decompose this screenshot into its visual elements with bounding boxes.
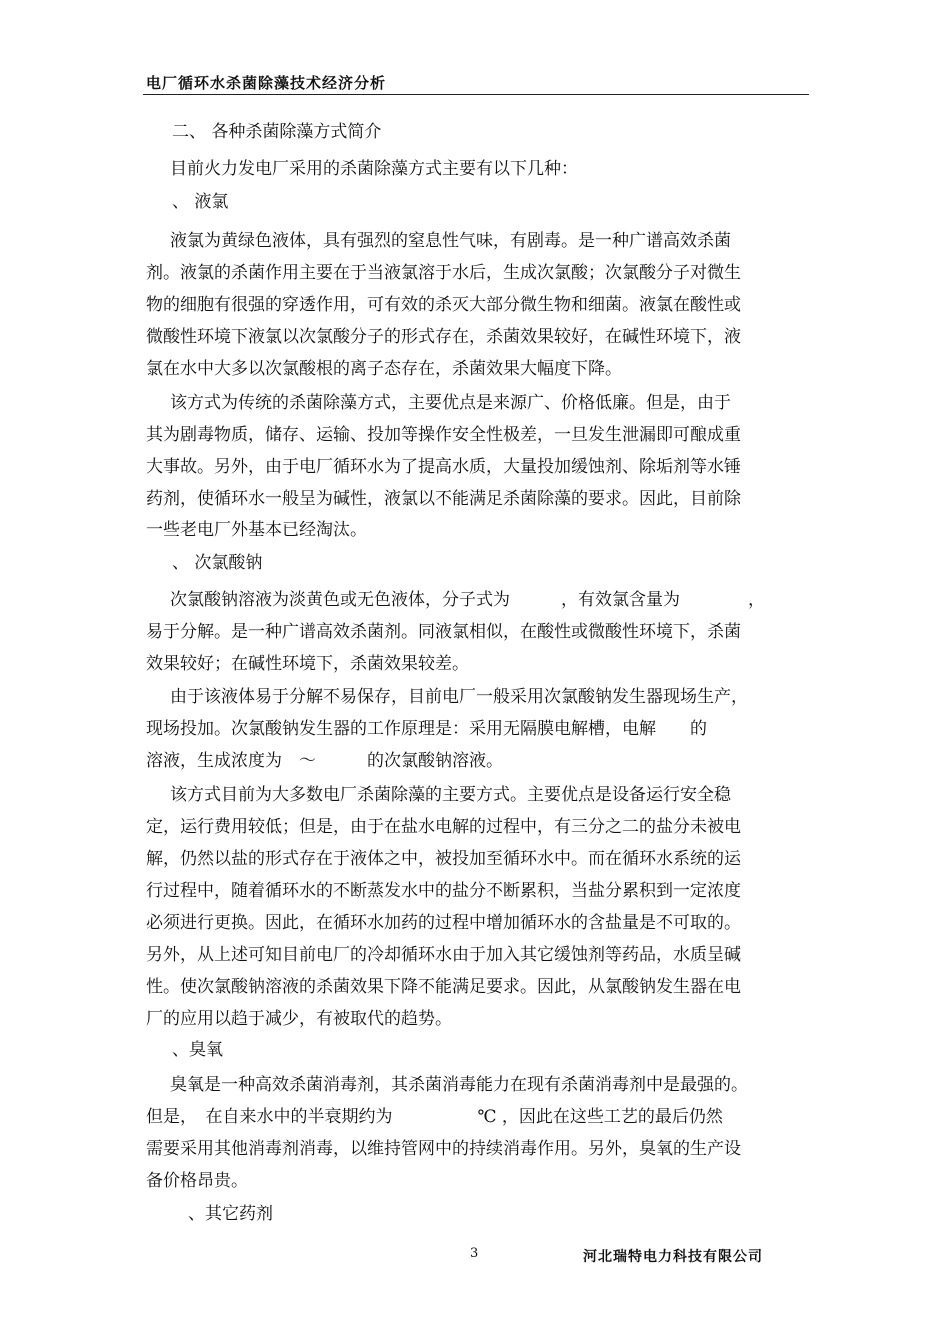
- header-rule: [143, 94, 809, 95]
- sodium-hypochlorite-p2-line: 由于该液体易于分解不易保存，目前电厂一般采用次氯酸钠发生器现场生产，: [170, 687, 748, 707]
- sodium-hypochlorite-p3-line: 该方式目前为大多数电厂杀菌除藻的主要方式。主要优点是设备运行安全稳: [170, 785, 731, 805]
- sodium-hypochlorite-p1-line: 易于分解。是一种广谱高效杀菌剂。同液氯相似，在酸性或微酸性环境下，杀菌: [146, 622, 741, 642]
- sodium-hypochlorite-p3-line: 必须进行更换。因此，在循环水加药的过程中增加循环水的含盐量是不可取的。: [146, 913, 741, 933]
- sodium-hypochlorite-p3-line: 性。使次氯酸钠溶液的杀菌效果下降不能满足要求。因此，从氯酸钠发生器在电: [146, 977, 741, 997]
- other-agents-heading: 、其它药剂: [188, 1204, 273, 1224]
- ozone-heading: 、臭氧: [172, 1040, 223, 1060]
- sodium-hypochlorite-p1-line: 次氯酸钠溶液为淡黄色或无色液体，分子式为 ，有效氯含量为 ，: [170, 590, 765, 610]
- liquid-chlorine-p2-line: 该方式为传统的杀菌除藻方式，主要优点是来源广、价格低廉。但是，由于: [170, 393, 731, 413]
- section-intro: 目前火力发电厂采用的杀菌除藻方式主要有以下几种：: [170, 159, 578, 179]
- liquid-chlorine-p2-line: 一些老电厂外基本已经淘汰。: [146, 520, 367, 540]
- liquid-chlorine-p1-line: 剂。液氯的杀菌作用主要在于当液氯溶于水后，生成次氯酸；次氯酸分子对微生: [146, 263, 741, 283]
- sodium-hypochlorite-p3-line: 另外，从上述可知目前电厂的冷却循环水由于加入其它缓蚀剂等药品，水质呈碱: [146, 945, 741, 965]
- liquid-chlorine-p2-line: 药剂，使循环水一般呈为碱性，液氯以不能满足杀菌除藻的要求。因此，目前除: [146, 489, 741, 509]
- ozone-p1-line: 需要采用其他消毒剂消毒，以维持管网中的持续消毒作用。另外，臭氧的生产设: [146, 1139, 741, 1159]
- section-heading: 二、 各种杀菌除藻方式简介: [172, 122, 382, 142]
- sodium-hypochlorite-p3-line: 行过程中，随着循环水的不断蒸发水中的盐分不断累积，当盐分累积到一定浓度: [146, 881, 741, 901]
- ozone-p1-line: 臭氧是一种高效杀菌消毒剂，其杀菌消毒能力在现有杀菌消毒剂中是最强的。: [170, 1075, 748, 1095]
- sodium-hypochlorite-p1-line: 效果较好；在碱性环境下，杀菌效果较差。: [146, 654, 469, 674]
- sodium-hypochlorite-p2-line: 溶液，生成浓度为 ～ 的次氯酸钠溶液。: [146, 751, 503, 771]
- liquid-chlorine-p1-line: 氯在水中大多以次氯酸根的离子态存在，杀菌效果大幅度下降。: [146, 359, 622, 379]
- liquid-chlorine-p1-line: 液氯为黄绿色液体，具有强烈的窒息性气味，有剧毒。是一种广谱高效杀菌: [170, 231, 731, 251]
- page-number: 3: [470, 1246, 479, 1261]
- page-header-title: 电厂循环水杀菌除藻技术经济分析: [146, 74, 387, 92]
- footer-company: 河北瑞特电力科技有限公司: [583, 1249, 763, 1265]
- sodium-hypochlorite-p3-line: 定，运行费用较低；但是，由于在盐水电解的过程中，有三分之二的盐分未被电: [146, 817, 741, 837]
- sodium-hypochlorite-p3-line: 厂的应用以趋于减少，有被取代的趋势。: [146, 1009, 452, 1029]
- liquid-chlorine-p1-line: 物的细胞有很强的穿透作用，可有效的杀灭大部分微生物和细菌。液氯在酸性或: [146, 295, 741, 315]
- ozone-p1-line: 备价格昂贵。: [146, 1171, 248, 1191]
- liquid-chlorine-p1-line: 微酸性环境下液氯以次氯酸分子的形式存在，杀菌效果较好，在碱性环境下，液: [146, 327, 741, 347]
- sodium-hypochlorite-heading: 、 次氯酸钠: [172, 553, 263, 573]
- liquid-chlorine-p2-line: 其为剧毒物质，储存、运输、投加等操作安全性极差，一旦发生泄漏即可酿成重: [146, 425, 741, 445]
- ozone-p1-line: 但是， 在自来水中的半衰期约为 ℃ ，因此在这些工艺的最后仍然: [146, 1107, 723, 1127]
- sodium-hypochlorite-p3-line: 解，仍然以盐的形式存在于液体之中，被投加至循环水中。而在循环水系统的运: [146, 849, 741, 869]
- liquid-chlorine-p2-line: 大事故。另外，由于电厂循环水为了提高水质，大量投加缓蚀剂、除垢剂等水锤: [146, 457, 741, 477]
- liquid-chlorine-heading: 、 液氯: [172, 192, 229, 212]
- sodium-hypochlorite-p2-line: 现场投加。次氯酸钠发生器的工作原理是：采用无隔膜电解槽，电解 的: [146, 719, 707, 739]
